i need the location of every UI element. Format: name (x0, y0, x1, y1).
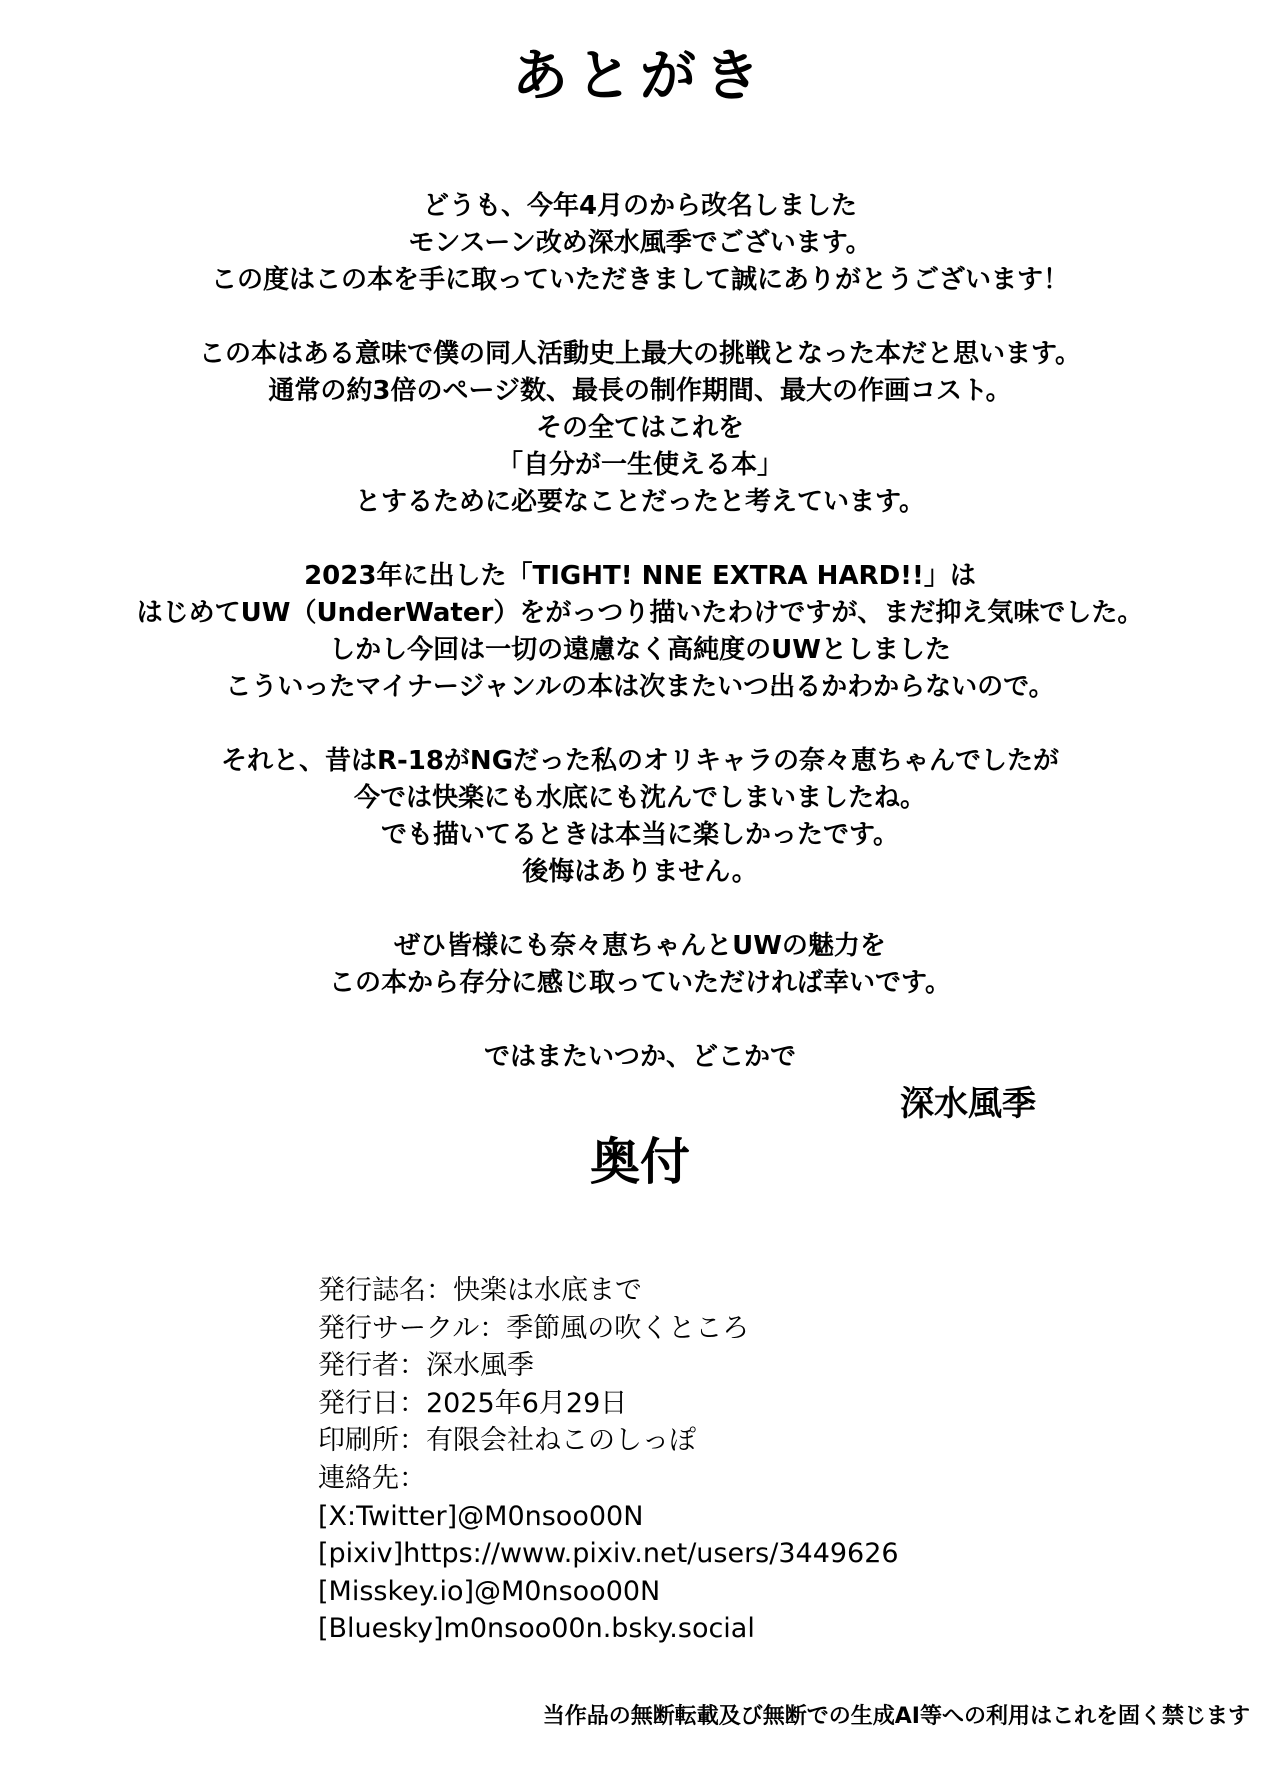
text-line: この本はある意味で僕の同人活動史上最大の挑戦となった本だと思います。 (199, 339, 1081, 369)
contact-bluesky: [Bluesky]m0nsoo00n.bsky.social (318, 1613, 755, 1645)
text-line: はじめてUW（UnderWater）をがっつり描いたわけですが、まだ抑え気味でした。 (136, 598, 1144, 628)
colophon-list (318, 1272, 1218, 1648)
text-line: 通常の約3倍のページ数、最長の制作期間、最大の作画コスト。 (268, 376, 1012, 406)
text-line: この本から存分に感じ取っていただければ幸いです。 (329, 968, 951, 998)
colophon-row-printer: 印刷所：有限会社ねこのしっぽ (318, 1425, 696, 1457)
colophon-row-publisher: 発行者：深水風季 (318, 1350, 534, 1382)
text-line: 後悔はありません。 (522, 857, 758, 887)
afterword-paragraph (60, 928, 1220, 1002)
text-line: ぜひ皆様にも奈々恵ちゃんとUWの魅力を (394, 931, 886, 961)
afterword-body (60, 188, 1220, 1076)
afterword-paragraph (60, 743, 1220, 891)
contact-pixiv: [pixiv]https://www.pixiv.net/users/3449626 (318, 1538, 899, 1570)
colophon-row-date: 発行日：2025年6月29日 (318, 1387, 628, 1419)
text-line: 今では快楽にも水底にも沈んでしまいましたね。 (353, 783, 926, 813)
afterword-paragraph (60, 336, 1220, 521)
afterword-paragraph (60, 558, 1220, 706)
contact-misskey: [Misskey.io]@M0nsoo00N (318, 1575, 661, 1607)
text-line: 「自分が一生使える本」 (496, 450, 783, 480)
text-line: しかし今回は一切の遠慮なく高純度のUWとしました (329, 635, 951, 665)
colophon-row-circle: 発行サークル：季節風の吹くところ (318, 1312, 750, 1344)
afterword-paragraph (60, 1039, 1220, 1076)
text-line: とするために必要なことだったと考えています。 (355, 487, 925, 517)
colophon-row-contact: 連絡先： (318, 1462, 426, 1494)
text-line: その全てはこれを (535, 413, 744, 443)
contact-twitter: [X:Twitter]@M0nsoo00N (318, 1500, 644, 1532)
text-line: モンスーン改め深水風季でございます。 (408, 228, 872, 258)
copyright-notice: 当作品の無断転載及び無断での生成AI等への利用はこれを固く禁じます (542, 1704, 1250, 1729)
text-line: どうも、今年4月のから改名しました (422, 191, 858, 221)
text-line: それと、昔はR-18がNGだった私のオリキャラの奈々恵ちゃんでしたが (220, 746, 1060, 776)
text-line: こういったマイナージャンルの本は次またいつ出るかわからないので。 (225, 672, 1055, 702)
text-line: 2023年に出した「TIGHT! NNE EXTRA HARD!!」は (304, 561, 976, 591)
author-signature: 深水風季 (900, 1084, 1036, 1124)
text-line: この度はこの本を手に取っていただきまして誠にありがとうございます！ (210, 265, 1069, 295)
afterword-title: あとがき (512, 44, 768, 109)
text-line: でも描いてるときは本当に楽しかったです。 (381, 820, 899, 850)
text-line: ではまたいつか、どこかで (483, 1042, 796, 1072)
afterword-paragraph (60, 188, 1220, 299)
colophon-row-title: 発行誌名：快楽は水底まで (318, 1275, 642, 1306)
colophon-title: 奥付 (590, 1133, 690, 1191)
